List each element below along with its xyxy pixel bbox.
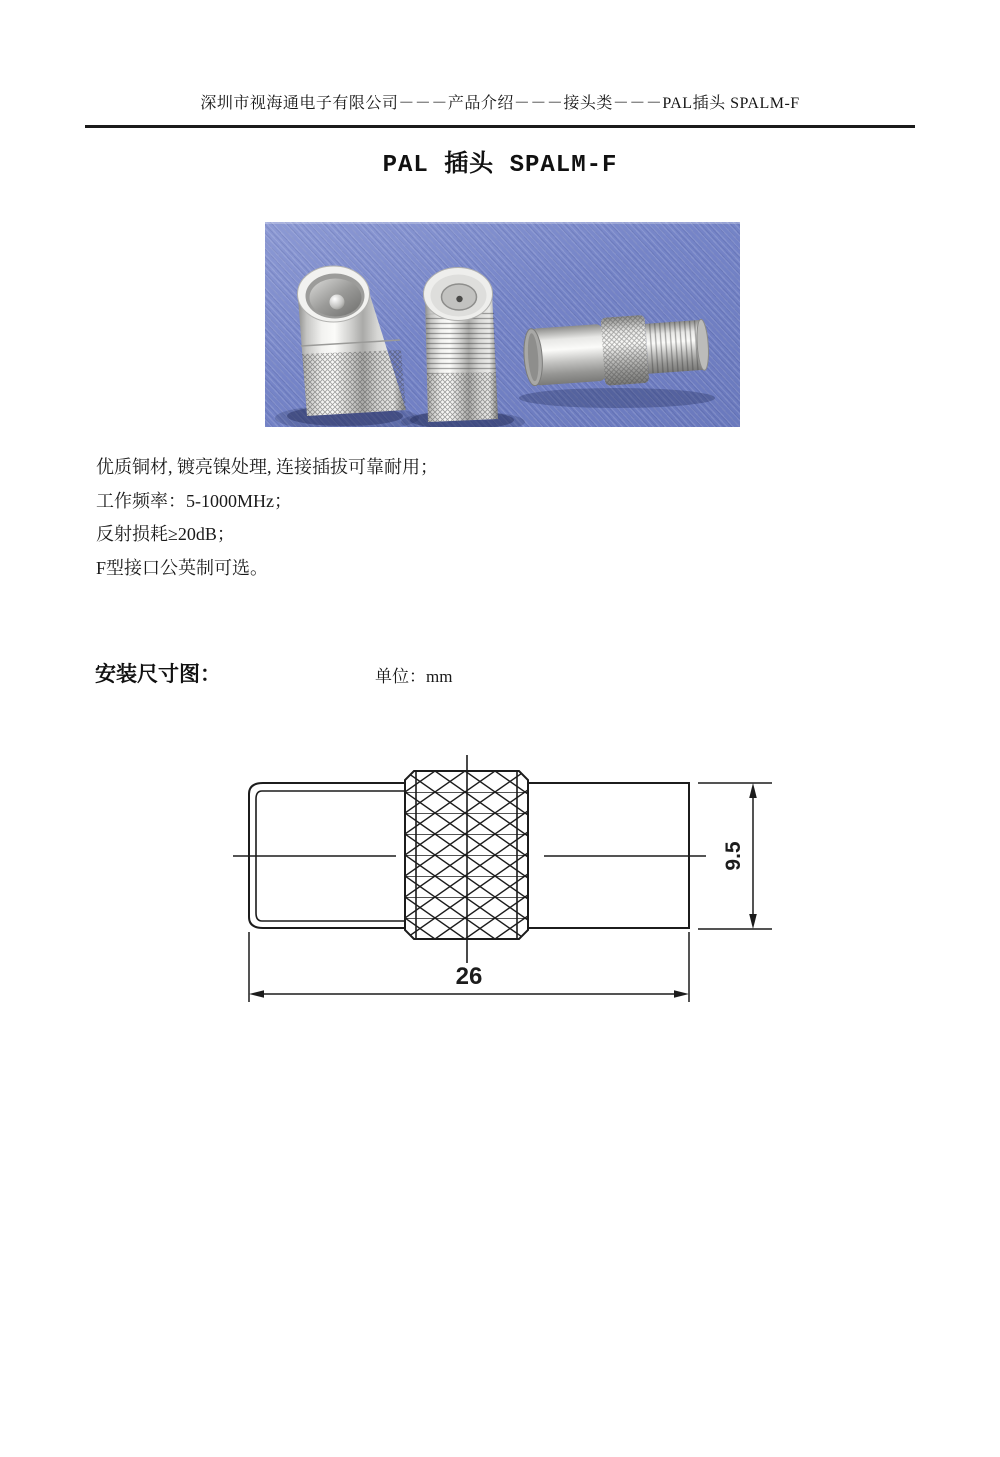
dim-value-26: 26 (455, 963, 483, 990)
spec-line-frequency: 工作频率：5-1000MHz； (96, 490, 292, 511)
unit-label: 单位：mm (375, 667, 453, 686)
product-photo (265, 222, 740, 427)
connector-f-female-standing (401, 268, 525, 428)
dimension-drawing (180, 740, 840, 1030)
page-title: PAL 插头 SPALM-F (382, 152, 618, 179)
connector-adapter-lying (519, 311, 715, 408)
install-dimension-heading: 安装尺寸图： (95, 663, 221, 686)
breadcrumb: 深圳市视海通电子有限公司－－－产品介绍－－－接头类－－－PAL插头 SPALM-F (200, 95, 800, 112)
spec-list (96, 451, 696, 585)
dimension-26 (249, 932, 689, 1002)
dimension-9-5 (698, 783, 772, 929)
product-photo-art (265, 222, 740, 427)
spec-line-return-loss: 反射损耗≥20dB； (96, 524, 235, 544)
connector-pal-male (275, 266, 419, 427)
spec-line-interface: F型接口公英制可选。 (96, 557, 269, 578)
header-divider (85, 125, 915, 128)
spec-line-material: 优质铜材, 镀亮镍处理, 连接插拔可靠耐用； (96, 457, 438, 477)
dim-value-9-5: 9.5 (722, 841, 745, 871)
